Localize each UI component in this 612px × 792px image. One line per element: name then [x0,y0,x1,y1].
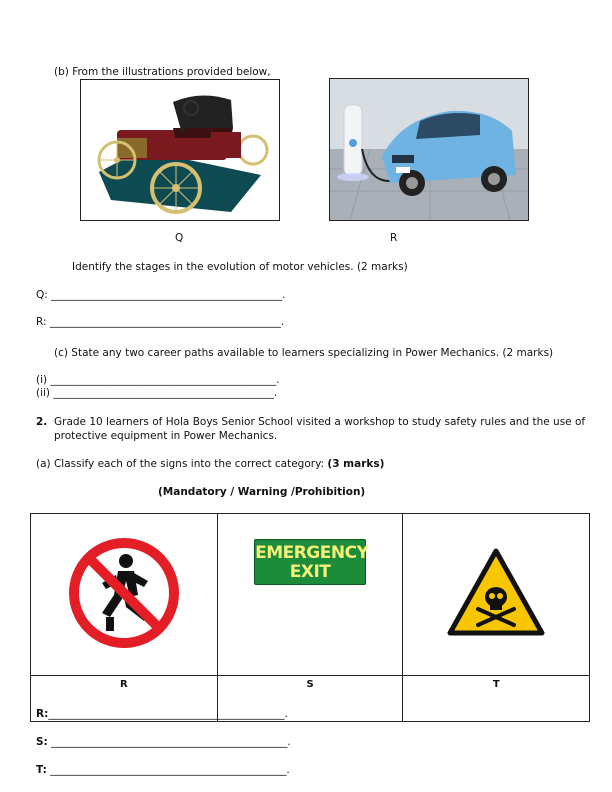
signs-table [30,513,590,722]
exit-sign-line2: EXIT [289,562,331,582]
sign-categories: (Mandatory / Warning /Prohibition) [158,486,366,498]
answer-ii-line[interactable]: (ii) __________________________________________. [36,387,278,399]
question-2-number: 2. [36,416,48,428]
answer-sign-s-label: S: [36,736,48,748]
no-running-icon [68,537,180,649]
emergency-exit-sign [254,539,369,585]
sign-label-t: T [403,676,590,722]
part-a-question [36,458,384,470]
poison-warning-icon [446,547,546,639]
answer-sign-s-line[interactable]: _____________________________________________. [47,736,291,748]
exit-sign-line1: EMERGENCY [255,543,369,563]
question-2-text-line1: Grade 10 learners of Hola Boys Senior School visited a workshop to study safety rules and the use of [54,416,586,428]
image-label-q: Q [175,232,184,244]
sign-cell-prohibition [31,514,218,676]
sign-cell-emergency-exit [217,514,403,676]
answer-sign-t-line[interactable]: _____________________________________________. [46,764,290,776]
vintage-car-image [80,79,280,221]
sign-label-s: S [217,676,403,722]
sign-cell-warning [403,514,590,676]
part-a-text: (a) Classify each of the signs into the correct category: [36,458,328,470]
part-a-marks: (3 marks) [327,458,385,470]
electric-car-icon [330,79,528,220]
answer-sign-r[interactable] [36,708,288,720]
section-c-question: (c) State any two career paths available to learners specializing in Power Mechanics. (2 marks) [54,347,554,359]
question-2-text-line2: protective equipment in Power Mechanics. [54,430,278,442]
answer-q-line[interactable]: Q: ____________________________________________. [36,289,286,301]
answer-sign-s[interactable] [36,736,291,748]
electric-car-image [329,78,529,221]
answer-sign-t[interactable] [36,764,290,776]
answer-i-line[interactable]: (i) ___________________________________________. [36,374,280,386]
answer-sign-r-line[interactable]: _____________________________________________. [48,708,288,720]
section-b-intro: (b) From the illustrations provided below, [54,66,271,78]
vintage-car-icon [81,80,279,220]
sign-label-r: R [31,676,218,722]
answer-sign-r-label: R: [36,708,49,720]
answer-r-line[interactable]: R: ____________________________________________. [36,316,285,328]
answer-sign-t-label: T: [36,764,47,776]
section-b-question: Identify the stages in the evolution of motor vehicles. (2 marks) [72,261,408,273]
image-label-r: R [390,232,398,244]
